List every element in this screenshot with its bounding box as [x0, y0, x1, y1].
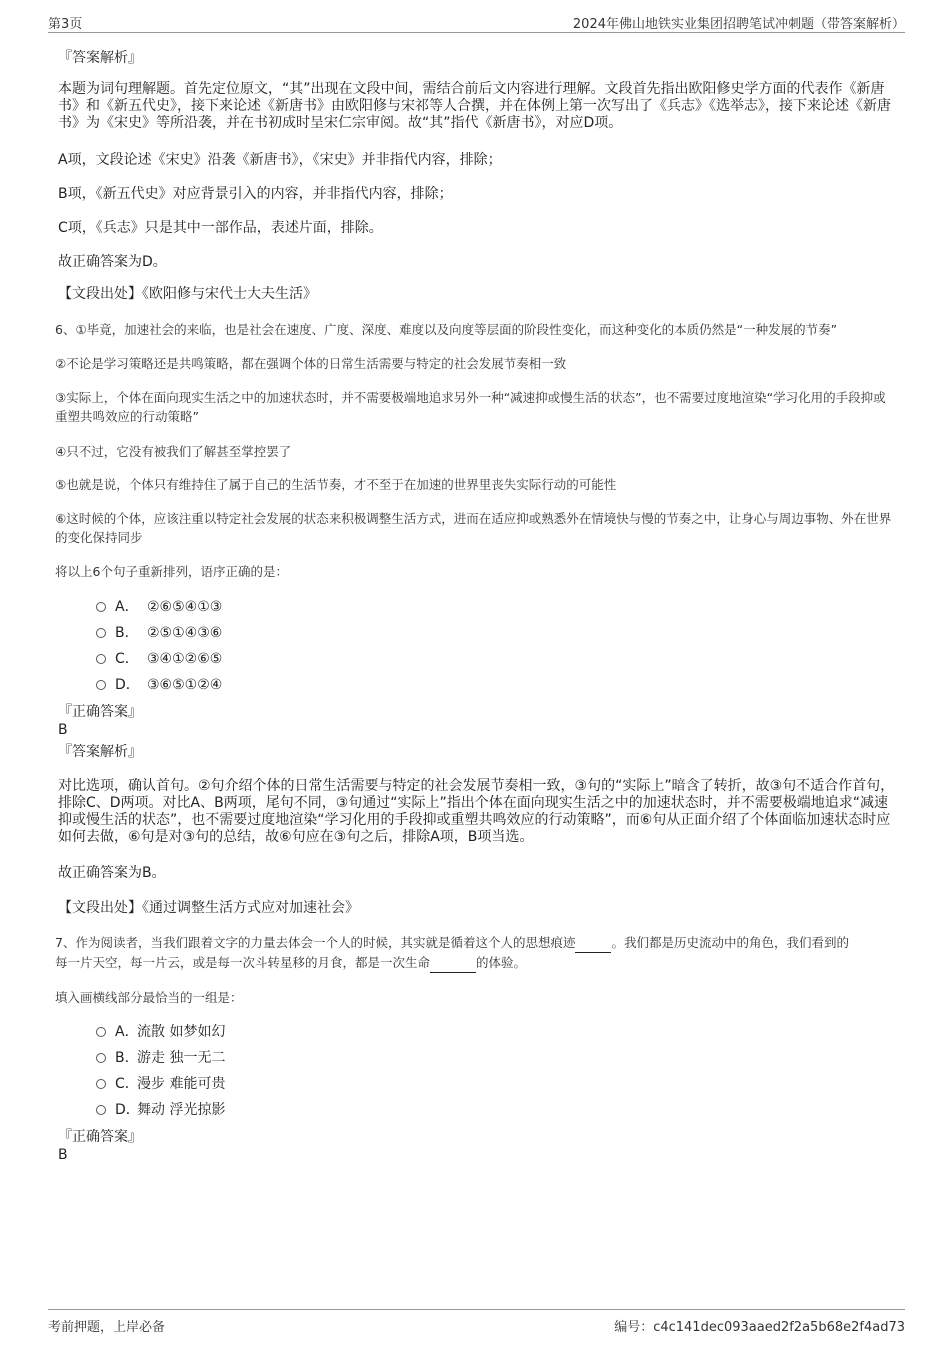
- q7-option-a[interactable]: A．流散 如梦如幻: [96, 1023, 225, 1041]
- q7-answer: B: [58, 1147, 68, 1163]
- q6-sentence-5: ⑤也就是说，个体只有维持住了属于自己的生活节奏，才不至于在加速的世界里丧失实际行动的可能性: [55, 477, 617, 492]
- radio-icon[interactable]: [96, 1079, 106, 1089]
- document-id: 编号：c4c141dec093aaed2f2a5b68e2f4ad73: [614, 1320, 905, 1335]
- q5-source: 【文段出处】《欧阳修与宋代士大夫生活》: [58, 286, 317, 302]
- q7-blank-2: [430, 953, 476, 973]
- radio-icon[interactable]: [96, 602, 106, 612]
- q7-option-c[interactable]: C．漫步 难能可贵: [96, 1075, 225, 1093]
- radio-icon[interactable]: [96, 654, 106, 664]
- q7-blank-1: [575, 933, 611, 953]
- q5-analysis-a: A项，文段论述《宋史》沿袭《新唐书》，《宋史》并非指代内容，排除；: [58, 152, 502, 168]
- radio-icon[interactable]: [96, 680, 106, 690]
- q6-answer-label: 『正确答案』: [58, 704, 142, 720]
- q6-sentence-1: 6、①毕竟，加速社会的来临，也是社会在速度、广度、深度、难度以及向度等层面的阶段性变化，而这种变化的本质仍然是“一种发展的节奏”: [55, 322, 838, 337]
- q7-stem: 7、作为阅读者，当我们跟着文字的力量去体会一个人的时候，其实就是循着这个人的思想痕迹 。我们都是历史流动中的角色，我们看到的 每一片天空，每一片云，或是每一次斗转星移的月食，都是一次生命 的体验。: [55, 933, 897, 973]
- q5-analysis-c: C项，《兵志》只是其中一部作品，表述片面，排除。: [58, 220, 383, 236]
- q7-option-d[interactable]: D．舞动 浮光掠影: [96, 1101, 225, 1119]
- q6-sentence-4: ④只不过，它没有被我们了解甚至掌控罢了: [55, 444, 292, 459]
- q5-analysis-b: B项，《新五代史》对应背景引入的内容，并非指代内容，排除；: [58, 186, 453, 202]
- q6-sentence-3: ③实际上，个体在面向现实生活之中的加速状态时，并不需要极端地追求另外一种“减速抑或慢生活的状态”，也不需要过度地渲染“学习化用的手段抑或重塑共鸣效应的行动策略”: [55, 390, 886, 424]
- q6-sentence-6: ⑥这时候的个体，应该注重以特定社会发展的状态来积极调整生活方式，进而在适应抑或熟悉外在情境快与慢的节奏之中，让身心与周边事物、外在世界的变化保持同步: [55, 511, 892, 545]
- q6-sentence-2: ②不论是学习策略还是共鸣策略，都在强调个体的日常生活需要与特定的社会发展节奏相一致: [55, 356, 567, 371]
- q6-conclusion: 故正确答案为B。: [58, 865, 166, 881]
- q6-option-c[interactable]: C． ③④①②⑥⑤: [96, 650, 222, 668]
- page-header: [48, 10, 905, 33]
- q6-option-b[interactable]: B． ②⑤①④③⑥: [96, 624, 222, 642]
- q6-analysis-text: 对比选项，确认首句。②句介绍个体的日常生活需要与特定的社会发展节奏相一致，③句的“实际上”暗含了转折，故③句不适合作首句，排除C、D两项。对比A、B两项，尾句不同，③句通过“实际上”指出个体在面向现实生活之中的加速状态时，并不需要极端地追求“减速抑或慢生活的状态”，也不需要过度地渲染“学习化用的手段抑或重塑共鸣效应的行动策略”，而⑥句从正面介绍了个体面临加速状态时应如何去做，⑥句是对③句的总结，故⑥句应在③句之后，排除A项，B项当选。: [58, 778, 895, 845]
- radio-icon[interactable]: [96, 1053, 106, 1063]
- q6-answer: B: [58, 722, 68, 738]
- q6-prompt: 将以上6个句子重新排列，语序正确的是：: [55, 564, 288, 579]
- radio-icon[interactable]: [96, 628, 106, 638]
- q5-conclusion: 故正确答案为D。: [58, 254, 167, 270]
- document-title: 2024年佛山地铁实业集团招聘笔试冲刺题（带答案解析）: [572, 17, 905, 32]
- page-footer: [48, 1309, 905, 1335]
- q6-option-a[interactable]: A． ②⑥⑤④①③: [96, 598, 222, 616]
- q5-analysis-label: 『答案解析』: [58, 50, 142, 66]
- q6-source: 【文段出处】《通过调整生活方式应对加速社会》: [58, 900, 359, 916]
- q7-answer-label: 『正确答案』: [58, 1129, 142, 1145]
- radio-icon[interactable]: [96, 1105, 106, 1115]
- q7-prompt: 填入画横线部分最恰当的一组是：: [55, 990, 243, 1005]
- q6-option-d[interactable]: D． ③⑥⑤①②④: [96, 676, 222, 694]
- q5-analysis-text: 本题为词句理解题。首先定位原文，“其”出现在文段中间，需结合前后文内容进行理解。文段首先指出欧阳修史学方面的代表作《新唐书》和《新五代史》，接下来论述《新唐书》由欧阳修与宋祁等人合撰，并在体例上第一次写出了《兵志》《选举志》，接下来论述《新唐书》为《宋史》等所沿袭，并在书初成时呈宋仁宗审阅。故“其”指代《新唐书》，对应D项。: [58, 81, 891, 131]
- page-number: 第3页: [48, 17, 83, 32]
- radio-icon[interactable]: [96, 1027, 106, 1037]
- footer-slogan: 考前押题，上岸必备: [48, 1320, 166, 1335]
- q6-analysis-label: 『答案解析』: [58, 744, 142, 760]
- q7-option-b[interactable]: B．游走 独一无二: [96, 1049, 225, 1067]
